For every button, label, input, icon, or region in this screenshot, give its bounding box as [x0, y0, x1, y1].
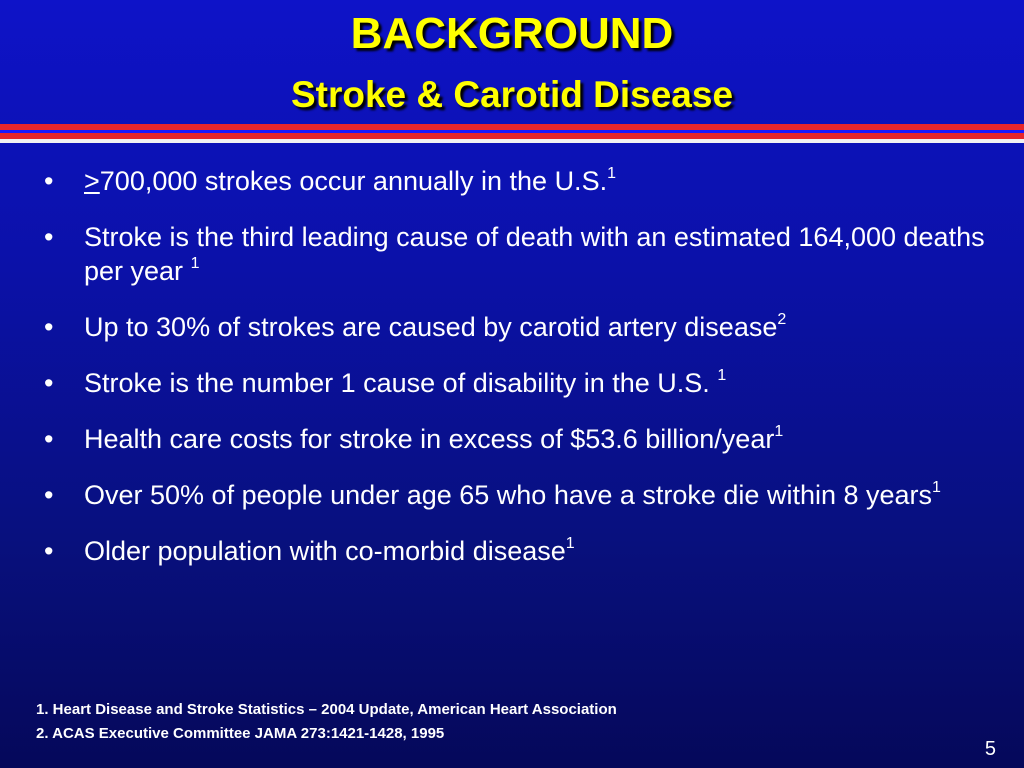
bullet-item: [40, 422, 990, 456]
slide-title: BACKGROUND: [350, 9, 674, 58]
reference-superscript: 2: [777, 311, 787, 328]
reference-superscript: 1: [932, 479, 941, 496]
bullet-item: [40, 478, 990, 512]
bullet-text: Stroke is the third leading cause of death with an estimated 164,000 deaths per year: [84, 222, 985, 286]
footnote-2: 2. ACAS Executive Committee JAMA 273:1421-1428, 1995: [36, 725, 445, 742]
bullet-text: Up to 30% of strokes are caused by carotid artery disease: [84, 312, 778, 342]
bullet-item: [40, 534, 990, 568]
bullet-text: Over 50% of people under age 65 who have a stroke die within 8 years: [84, 480, 933, 510]
slide-subtitle: Stroke & Carotid Disease: [290, 74, 734, 115]
reference-superscript: 1: [565, 535, 575, 552]
bullet-item: [40, 310, 990, 344]
bullet-list: [40, 164, 990, 590]
bullet-text: Stroke is the number 1 cause of disability in the U.S.: [84, 368, 718, 398]
bullet-item: [40, 366, 990, 400]
bullet-dot-icon: •: [44, 312, 54, 342]
reference-superscript: 1: [607, 165, 616, 182]
bullet-text: 700,000 strokes occur annually in the U.S.: [99, 166, 608, 196]
bullet-dot-icon: •: [44, 166, 54, 196]
reference-superscript: 1: [774, 423, 784, 440]
page-number: 5: [984, 738, 996, 760]
bullet-text: Health care costs for stroke in excess of $53.6 billion/year: [84, 424, 775, 454]
bullet-dot-icon: •: [44, 424, 54, 454]
bullet-item: [40, 164, 990, 198]
divider-white: [0, 139, 1024, 143]
bullet-text: Older population with co-morbid disease: [84, 536, 566, 566]
bullet-dot-icon: •: [44, 222, 54, 252]
reference-superscript: 1: [717, 367, 727, 384]
bullet-dot-icon: •: [44, 480, 54, 510]
bullet-dot-icon: •: [44, 368, 54, 398]
greater-than-or-equal-symbol: >: [84, 166, 100, 196]
footnote-1: 1. Heart Disease and Stroke Statistics – 2004 Update, American Heart Association: [36, 701, 617, 718]
bullet-item: [40, 220, 990, 288]
reference-superscript: 1: [190, 255, 200, 272]
bullet-dot-icon: •: [44, 536, 54, 566]
footnotes: [36, 698, 617, 746]
